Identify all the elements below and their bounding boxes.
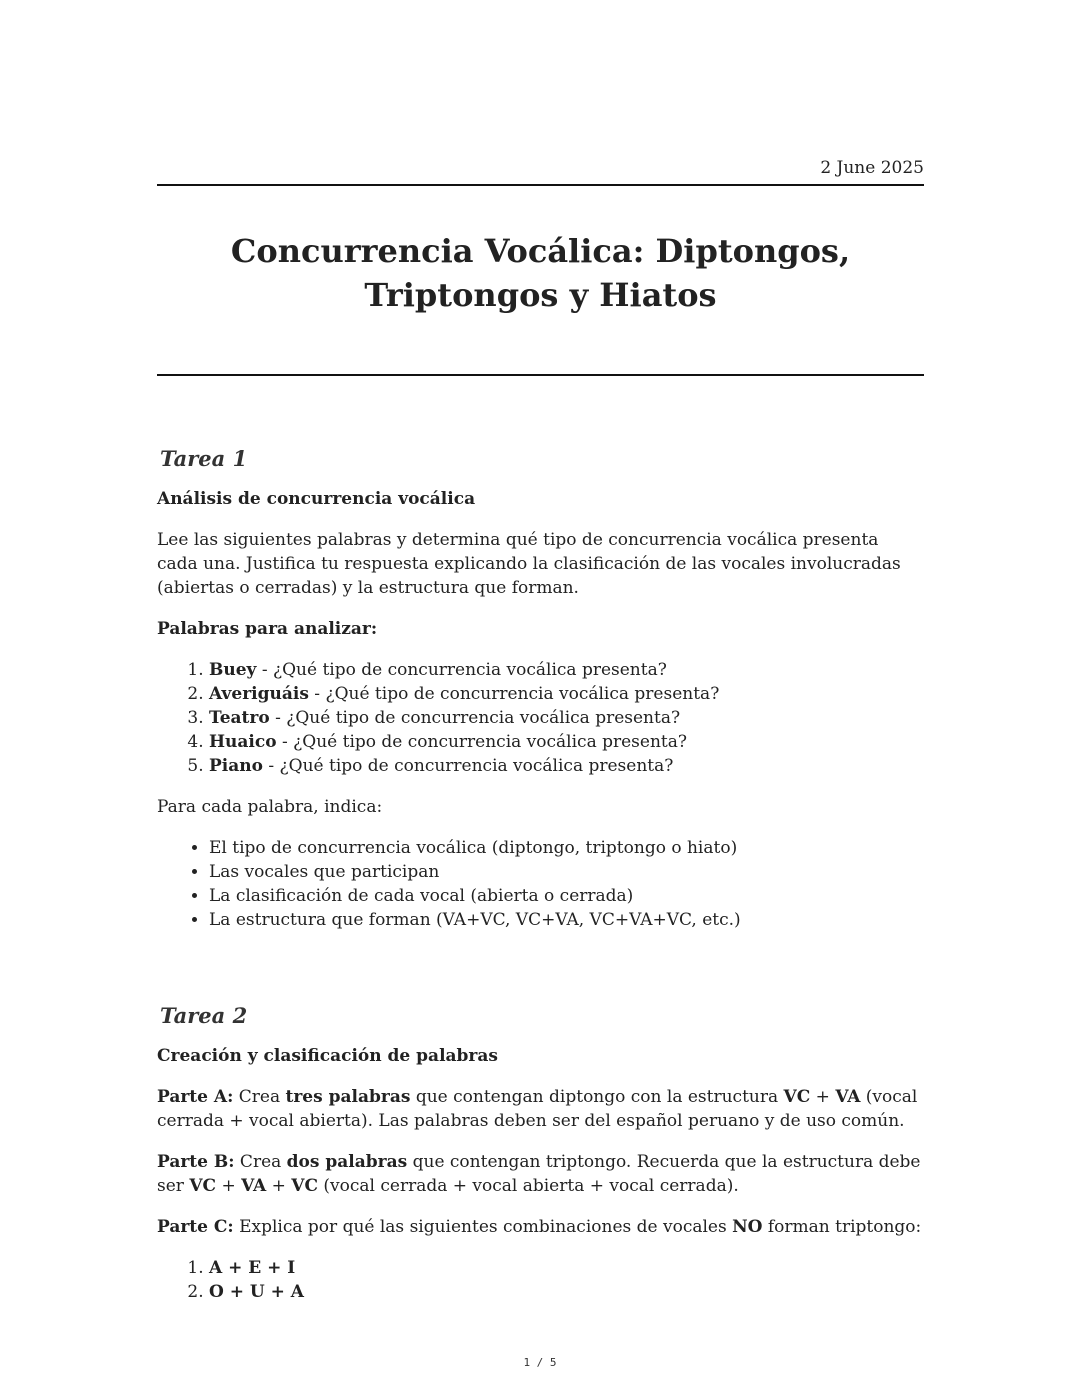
list-item: • El tipo de concurrencia vocálica (diptongo, triptongo o hiato)	[209, 836, 924, 860]
indicate-label: Para cada palabra, indica:	[157, 797, 383, 817]
words-label: Palabras para analizar:	[157, 619, 378, 639]
part-c-paragraph: Parte C: Explica por qué las siguientes combinaciones de vocales NO forman triptongo:	[157, 1217, 922, 1237]
list-item: 1. A + E + I	[209, 1256, 924, 1280]
list-item: • La clasificación de cada vocal (abierta o cerrada)	[209, 884, 924, 908]
part-a-paragraph: Parte A: Crea tres palabras que contengan diptongo con la estructura VC + VA (vocal cerrada + vocal abierta). Las palabras deben ser del español peruano y de uso común.	[157, 1087, 918, 1131]
words-list	[157, 658, 924, 778]
task-1-intro: Lee las siguientes palabras y determina qué tipo de concurrencia vocálica presenta cada una. Justifica tu respuesta explicando la clasificación de las vocales involucradas (abiertas o cerradas) y la estructura que forman.	[157, 530, 901, 598]
header-divider	[157, 184, 924, 186]
document-date: 2 June 2025	[820, 158, 924, 178]
list-item: 2. Averiguáis - ¿Qué tipo de concurrencia vocálica presenta?	[209, 682, 924, 706]
task-2-section	[157, 1004, 924, 1304]
task-2-heading: Tarea 2	[160, 1003, 248, 1028]
list-item: 5. Piano - ¿Qué tipo de concurrencia vocálica presenta?	[209, 754, 924, 778]
task-2-subtitle: Creación y clasificación de palabras	[157, 1046, 498, 1066]
task-1-subtitle: Análisis de concurrencia vocálica	[157, 489, 476, 509]
title-divider	[157, 374, 924, 376]
list-item: • La estructura que forman (VA+VC, VC+VA, VC+VA+VC, etc.)	[209, 908, 924, 932]
list-item: 2. O + U + A	[209, 1280, 924, 1304]
page-title: Concurrencia Vocálica: Diptongos, Triptongos y Hiatos	[230, 232, 851, 314]
task-1-heading: Tarea 1	[160, 446, 248, 471]
list-item: 1. Buey - ¿Qué tipo de concurrencia vocálica presenta?	[209, 658, 924, 682]
part-b-paragraph: Parte B: Crea dos palabras que contengan triptongo. Recuerda que la estructura debe ser VC + VA + VC (vocal cerrada + vocal abierta + vocal cerrada).	[157, 1152, 921, 1196]
indicate-list	[157, 836, 924, 932]
list-item: 4. Huaico - ¿Qué tipo de concurrencia vocálica presenta?	[209, 730, 924, 754]
task-1-section	[157, 447, 924, 932]
list-item: • Las vocales que participan	[209, 860, 924, 884]
list-item: 3. Teatro - ¿Qué tipo de concurrencia vocálica presenta?	[209, 706, 924, 730]
combos-list	[157, 1256, 924, 1304]
page-number: 1 / 5	[523, 1356, 557, 1369]
